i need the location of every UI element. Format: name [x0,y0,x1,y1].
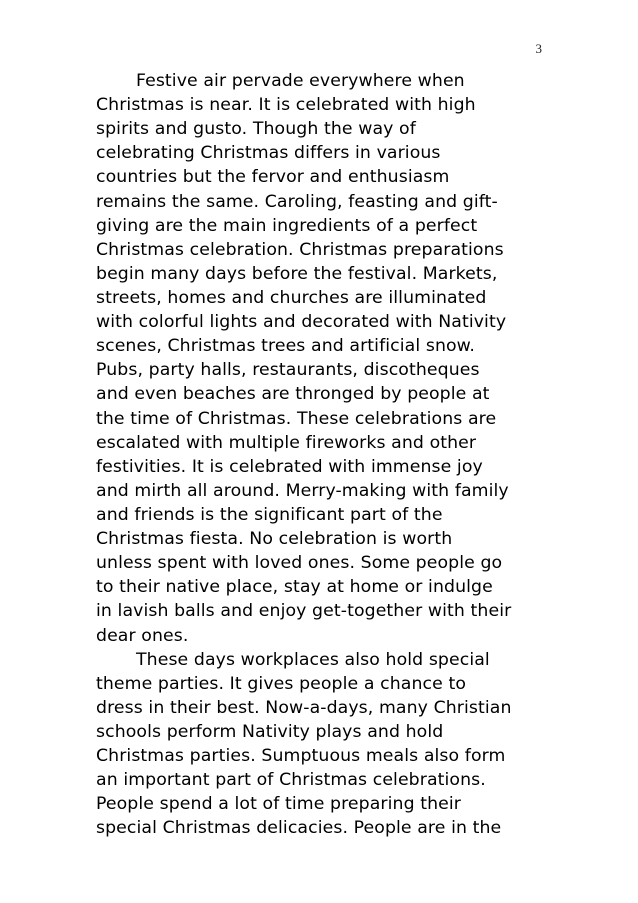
text-line: countries but the fervor and enthusiasm [96,167,450,188]
text-line: and friends is the significant part of the [96,504,443,525]
text-line: unless spent with loved ones. Some people go [96,553,503,574]
text-line: theme parties. It gives people a chance to [96,673,467,694]
text-line: and mirth all around. Merry-making with family [96,480,509,501]
text-line: escalated with multiple fireworks and other [96,432,477,453]
text-line: Festive air pervade everywhere when [136,71,465,91]
text-line: the time of Christmas. These celebrations are [96,408,497,429]
text-line: giving are the main ingredients of a perfect [96,215,478,236]
text-line: celebrating Christmas differs in various [96,143,441,164]
text-line: scenes, Christmas trees and artificial snow. [96,336,475,357]
text-line: and even beaches are thronged by people at [96,384,490,405]
text-line: in lavish balls and enjoy get-together with their [96,601,512,622]
body-text [96,69,556,841]
text-line: Christmas fiesta. No celebration is worth [96,529,453,550]
text-line: remains the same. Caroling, feasting and gift- [96,191,498,212]
text-line: with colorful lights and decorated with Nativity [96,312,507,333]
text-line: These days workplaces also hold special [136,649,490,670]
text-line: People spend a lot of time preparing their [96,794,462,815]
text-line: streets, homes and churches are illuminated [96,287,487,308]
text-line: Christmas celebration. Christmas preparations [96,239,504,260]
page-number: 3 [535,41,542,56]
paragraph-2 [96,648,556,841]
text-line: Christmas parties. Sumptuous meals also form [96,746,506,767]
text-line: dress in their best. Now-a-days, many Christian [96,697,512,718]
text-line: begin many days before the festival. Markets, [96,263,498,284]
text-line: Christmas is near. It is celebrated with high [96,95,476,116]
paragraph-1 [96,69,556,648]
text-line: special Christmas delicacies. People are in the [96,818,502,839]
text-line: festivities. It is celebrated with immense joy [96,456,483,477]
text-line: to their native place, stay at home or indulge [96,577,493,598]
text-line: Pubs, party halls, restaurants, discotheques [96,360,480,381]
text-line: spirits and gusto. Though the way of [96,119,416,140]
text-line: dear ones. [96,625,189,646]
text-line: schools perform Nativity plays and hold [96,721,444,742]
text-line: an important part of Christmas celebrations. [96,770,486,791]
